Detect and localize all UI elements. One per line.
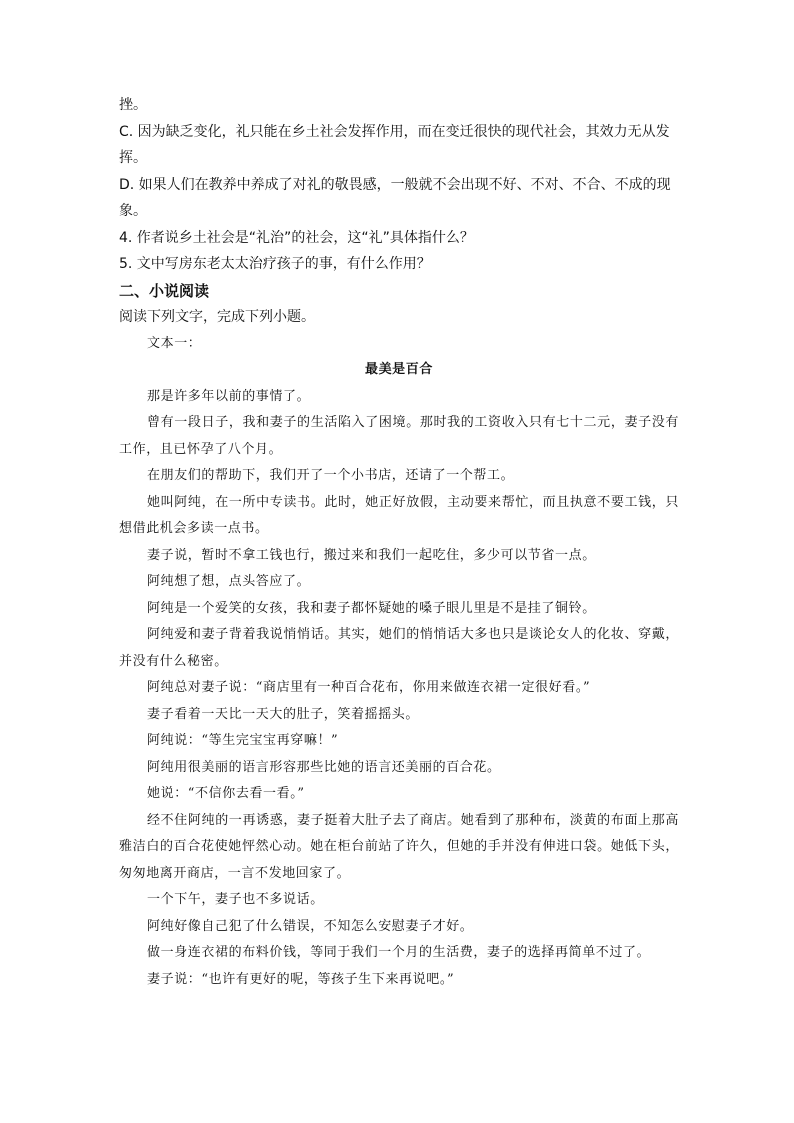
option-d-line-1: D. 如果人们在教养中养成了对礼的敬畏感，一般就不会出现不好、不对、不合、不成的现 [119, 176, 671, 193]
story-paragraph: 阿纯用很美丽的语言形容那些比她的语言还美丽的百合花。 [147, 759, 501, 775]
question-5: 5. 文中写房东老太太治疗孩子的事，有什么作用？ [119, 256, 431, 272]
page-content [119, 92, 679, 993]
story-paragraph: 那是许多年以前的事情了。 [147, 388, 311, 404]
story-paragraph: 她叫阿纯，在一所中专读书。此时，她正好放假，主动要来帮忙，而且执意不要工钱，只想借此机会多读一点书。 [119, 494, 679, 536]
section-instruction: 阅读下列文字，完成下列小题。 [119, 309, 315, 325]
story-paragraph: 妻子看着一天比一天大的肚子，笑着摇摇头。 [147, 706, 420, 722]
story-paragraph: 妻子说，暂时不拿工钱也行，搬过来和我们一起吃住，多少可以节省一点。 [147, 547, 596, 563]
story-paragraph: 经不住阿纯的一再诱惑，妻子挺着大肚子去了商店。她看到了那种布，淡黄的布面上那高雅洁白的百合花使她怦然心动。她在柜台前站了许久，但她的手并没有伸进口袋。她低下头，匆匆地离开商店，一言不发地回家了。 [119, 812, 679, 881]
story-paragraph: 一个下午，妻子也不多说话。 [147, 892, 324, 907]
option-c-line-2: 挥。 [119, 150, 147, 166]
story-paragraph: 她说：“不信你去看一看。” [147, 786, 305, 801]
option-b-tail: 挫。 [119, 97, 147, 113]
story-paragraph: 妻子说：“也许有更好的呢，等孩子生下来再说吧。” [147, 971, 455, 987]
story-paragraph: 阿纯好像自己犯了什么错误，不知怎么安慰妻子才好。 [147, 918, 474, 934]
question-4: 4. 作者说乡土社会是“礼治”的社会，这“礼”具体指什么？ [119, 229, 474, 246]
story-paragraph: 阿纯想了想，点头答应了。 [147, 574, 311, 589]
story-label: 文本一： [147, 335, 202, 351]
story-paragraph: 阿纯说：“等生完宝宝再穿嘛！” [147, 733, 339, 748]
story-paragraph: 阿纯爱和妻子背着我说悄悄话。其实，她们的悄悄话大多也只是谈论女人的化妆、穿戴，并没有什么秘密。 [119, 627, 679, 669]
option-d-line-2: 象。 [119, 203, 147, 219]
option-c-line-1: C. 因为缺乏变化，礼只能在乡土社会发挥作用，而在变迁很快的现代社会，其效力无从发 [119, 123, 670, 140]
story-paragraph: 阿纯是一个爱笑的女孩，我和妻子都怀疑她的嗓子眼儿里是不是挂了铜铃。 [147, 600, 596, 616]
story-paragraph: 在朋友们的帮助下，我们开了一个小书店，还请了一个帮工。 [147, 468, 515, 483]
story-paragraph: 曾有一段日子，我和妻子的生活陷入了困境。那时我的工资收入只有七十二元，妻子没有工作，且已怀孕了八个月。 [119, 415, 679, 457]
story-paragraph: 做一身连衣裙的布料价钱，等同于我们一个月的生活费，妻子的选择再简单不过了。 [147, 945, 651, 960]
story-title: 最美是百合 [364, 362, 433, 377]
section-heading: 二、小说阅读 [119, 281, 210, 300]
story-text [119, 331, 679, 994]
story-paragraph: 阿纯总对妻子说：“商店里有一种百合花布，你用来做连衣裙一定很好看。” [147, 680, 591, 695]
